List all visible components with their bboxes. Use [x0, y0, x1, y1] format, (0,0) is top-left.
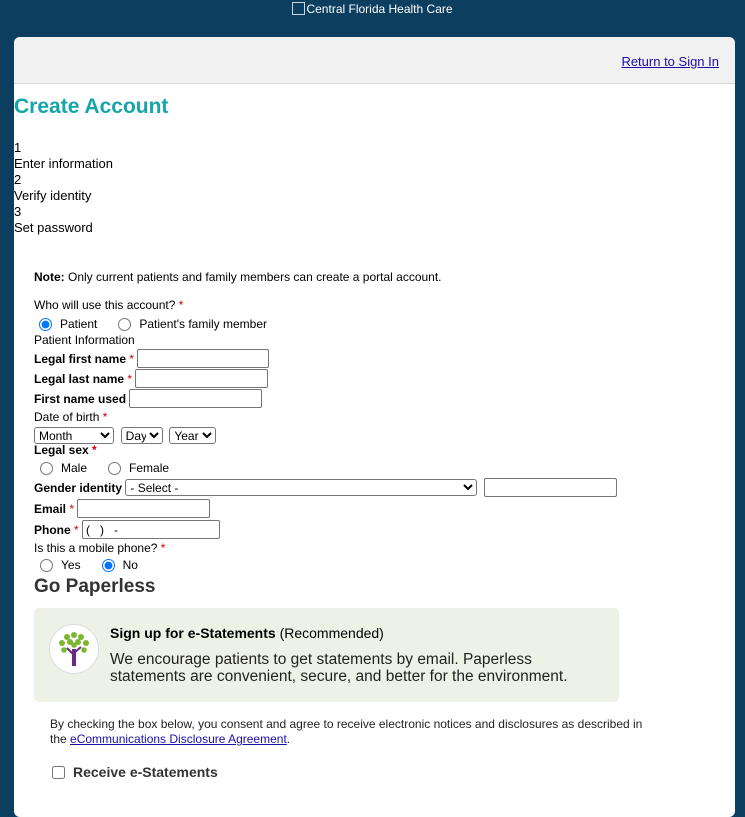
- tree-icon: [49, 624, 99, 674]
- radio-male-input[interactable]: [40, 462, 53, 475]
- required-marker: *: [102, 410, 108, 424]
- e-statements-title-suffix: (Recommended): [275, 625, 384, 641]
- step-1-label: Enter information: [14, 156, 113, 171]
- registration-form: [34, 270, 654, 780]
- brand-logo: [0, 2, 745, 16]
- radio-male-label: Male: [61, 461, 88, 475]
- last-name-label: Legal last name: [34, 371, 125, 386]
- who-uses-options: [34, 317, 654, 331]
- dob-year-select[interactable]: [169, 427, 216, 444]
- receive-e-statements-checkbox-row[interactable]: [50, 764, 654, 780]
- dob-month-select[interactable]: [34, 427, 114, 444]
- step-3-number: 3: [14, 204, 22, 219]
- gender-identity-label: Gender identity: [34, 480, 123, 495]
- radio-mobile-yes[interactable]: [34, 558, 81, 572]
- mobile-options: [34, 558, 654, 572]
- broken-image-icon: [292, 2, 305, 15]
- required-marker: *: [127, 371, 133, 386]
- required-marker: *: [74, 522, 79, 537]
- first-name-used-label: First name used: [34, 391, 127, 406]
- phone-label: Phone: [34, 522, 71, 537]
- phone-input[interactable]: [82, 520, 220, 539]
- radio-mobile-yes-label: Yes: [61, 558, 81, 572]
- mobile-question-row: [34, 541, 654, 555]
- legal-sex-label-row: [34, 443, 654, 457]
- radio-mobile-no-input[interactable]: [102, 559, 115, 572]
- note-prefix: Note:: [34, 270, 65, 284]
- email-row: [34, 499, 654, 518]
- e-statements-title: [110, 625, 384, 641]
- return-to-sign-in-link[interactable]: Return to Sign In: [621, 54, 719, 69]
- gender-identity-row: [34, 478, 654, 497]
- consent-text: [50, 717, 654, 747]
- create-account-card: [14, 37, 735, 817]
- e-statements-title-main: Sign up for e-Statements: [110, 625, 276, 641]
- required-marker: *: [160, 541, 166, 555]
- radio-mobile-no-label: No: [122, 558, 138, 572]
- radio-male[interactable]: [34, 461, 87, 475]
- gender-identity-other-input[interactable]: [484, 478, 617, 497]
- tree-icon-graphic: [50, 625, 98, 673]
- radio-mobile-no[interactable]: [97, 558, 138, 572]
- e-statements-description: We encourage patients to get statements by email. Paperless statements are convenient, secure, and better for the environment.: [110, 651, 568, 685]
- gender-identity-select[interactable]: [125, 479, 477, 496]
- required-marker: *: [178, 298, 184, 312]
- required-marker: *: [92, 443, 97, 457]
- radio-female-input[interactable]: [108, 462, 121, 475]
- dob-label-row: [34, 410, 654, 424]
- radio-family-member[interactable]: [113, 317, 267, 331]
- dob-day-select[interactable]: [121, 427, 163, 444]
- receive-e-statements-label: Receive e-Statements: [73, 764, 218, 780]
- phone-row: [34, 520, 654, 539]
- last-name-input[interactable]: [135, 369, 268, 388]
- receive-e-statements-checkbox[interactable]: [52, 766, 65, 779]
- first-name-row: [34, 349, 654, 368]
- radio-family-member-label: Patient's family member: [139, 317, 268, 331]
- radio-female-label: Female: [129, 461, 170, 475]
- ecommunications-disclosure-link[interactable]: eCommunications Disclosure Agreement: [70, 732, 287, 746]
- dob-label: Date of birth: [34, 410, 100, 424]
- who-uses-question: [34, 298, 654, 312]
- page-title: Create Account: [14, 95, 169, 118]
- who-uses-label: Who will use this account?: [34, 298, 176, 312]
- first-name-input[interactable]: [137, 349, 269, 368]
- step-2-number: 2: [14, 172, 22, 187]
- e-statements-promo-box: [34, 608, 619, 702]
- radio-mobile-yes-input[interactable]: [40, 559, 53, 572]
- first-name-used-input[interactable]: [129, 389, 262, 408]
- patient-info-heading: Patient Information: [34, 333, 135, 347]
- first-name-label: Legal first name: [34, 351, 127, 366]
- step-2-label: Verify identity: [14, 188, 92, 203]
- mobile-question-label: Is this a mobile phone?: [34, 541, 158, 555]
- step-3-label: Set password: [14, 220, 93, 235]
- required-marker: *: [69, 501, 75, 516]
- radio-family-member-input[interactable]: [118, 318, 131, 331]
- radio-patient-label: Patient: [60, 317, 98, 331]
- dob-selects: [34, 427, 654, 444]
- last-name-row: [34, 369, 654, 388]
- legal-sex-label: Legal sex: [34, 443, 89, 457]
- note: [34, 270, 654, 284]
- radio-patient-input[interactable]: [39, 318, 52, 331]
- email-input[interactable]: [77, 499, 210, 518]
- logo-alt-text: Central Florida Health Care: [306, 2, 453, 16]
- step-1-number: 1: [14, 140, 22, 155]
- radio-patient[interactable]: [34, 317, 97, 331]
- paperless-title: Go Paperless: [34, 576, 156, 597]
- first-name-used-row: [34, 389, 654, 408]
- radio-female[interactable]: [103, 461, 169, 475]
- consent-text-part-2: .: [286, 732, 291, 746]
- card-header: [14, 37, 735, 84]
- step-indicator: [14, 140, 113, 236]
- consent-text-part-1: By checking the box below, you consent and agree to receive electronic notices and disclosures as described in the: [50, 717, 643, 746]
- legal-sex-options: [34, 461, 654, 475]
- required-marker: *: [129, 351, 135, 366]
- email-label: Email: [34, 501, 67, 516]
- note-text: Only current patients and family members can create a portal account.: [64, 270, 442, 284]
